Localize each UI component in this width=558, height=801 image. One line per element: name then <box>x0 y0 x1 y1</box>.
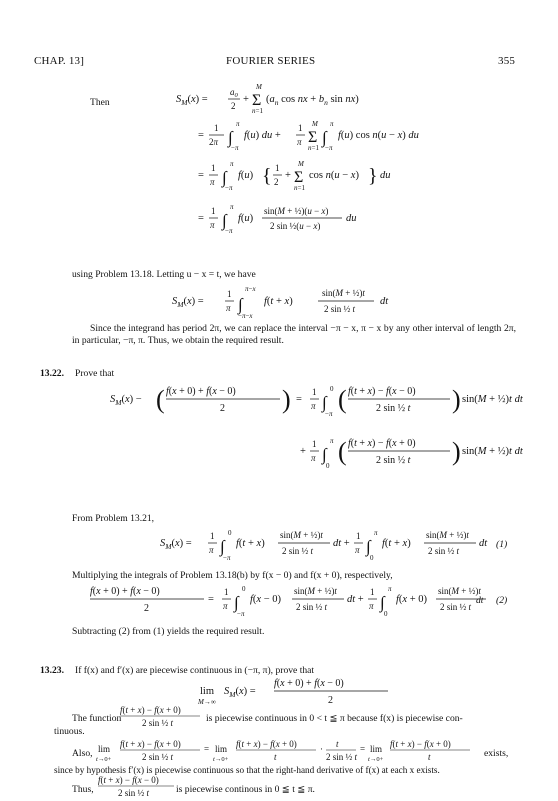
subtracting-text: Subtracting (2) from (1) yields the required result. <box>72 626 265 637</box>
svg-text:π: π <box>369 601 374 611</box>
svg-text:t→0+: t→0+ <box>213 756 229 763</box>
svg-text:1: 1 <box>312 387 317 397</box>
svg-text:n=1: n=1 <box>252 107 263 115</box>
svg-text:1: 1 <box>211 163 216 173</box>
svg-text:1: 1 <box>224 587 229 597</box>
svg-text:2π: 2π <box>209 137 219 147</box>
problem-number-13-23: 13.23. <box>40 665 64 676</box>
svg-text:f(t + x) − f(x − 0): f(t + x) − f(x − 0) <box>98 775 159 785</box>
svg-text:f(x − 0): f(x − 0) <box>250 594 282 605</box>
svg-text:f(t + x) − f(x + 0): f(t + x) − f(x + 0) <box>390 739 451 749</box>
svg-text:∫: ∫ <box>220 537 225 556</box>
svg-text:f(t + x) − f(x + 0): f(t + x) − f(x + 0) <box>120 705 181 715</box>
svg-text:Σ: Σ <box>308 129 318 146</box>
svg-text:2: 2 <box>274 177 279 187</box>
then-label: Then <box>90 97 110 108</box>
svg-text:0: 0 <box>330 385 334 393</box>
svg-text:cos n(u − x): cos n(u − x) <box>309 170 359 181</box>
svg-text:sin(M + ½)t dt: sin(M + ½)t dt <box>462 446 523 457</box>
svg-text:f(u): f(u) <box>238 213 254 224</box>
svg-text:−π: −π <box>225 227 233 235</box>
svg-text:}: } <box>368 165 378 187</box>
svg-text:2 sin ½ t: 2 sin ½ t <box>296 602 328 612</box>
svg-text:π: π <box>311 453 316 463</box>
svg-text:t: t <box>336 739 339 749</box>
svg-text:): ) <box>282 385 291 414</box>
svg-text:t→0+: t→0+ <box>96 756 112 763</box>
thus-text: is piecewise continous in 0 ≦ t ≦ π. <box>176 784 315 795</box>
thus-fraction <box>96 774 176 800</box>
svg-text:π: π <box>210 220 215 230</box>
svg-text:0: 0 <box>242 585 246 593</box>
equation-2 <box>90 580 490 620</box>
svg-text:=: = <box>208 594 214 605</box>
prove-that-equation <box>110 378 530 490</box>
svg-text:lim: lim <box>98 744 111 754</box>
svg-text:=: = <box>198 170 204 181</box>
function-text-c: tinuous. <box>54 726 85 737</box>
svg-text:1: 1 <box>211 206 216 216</box>
problem-number-13-22: 13.22. <box>40 368 64 379</box>
svg-text:π: π <box>236 120 240 128</box>
svg-text:2 sin ½ t: 2 sin ½ t <box>142 752 174 762</box>
function-text-b: is piecewise continuous in 0 < t ≦ π because f(x) is piecewise con- <box>206 713 463 724</box>
svg-text:sin(M + ½)t dt: sin(M + ½)t dt <box>462 394 523 405</box>
svg-text:f(x + 0) + f(x − 0): f(x + 0) + f(x − 0) <box>274 678 344 689</box>
svg-text:f(x + 0) + f(x − 0): f(x + 0) + f(x − 0) <box>90 586 160 597</box>
svg-text:1: 1 <box>210 531 215 541</box>
chapter-label: CHAP. 13] <box>34 55 85 67</box>
svg-text:+: + <box>285 170 291 181</box>
svg-text:{: { <box>262 165 272 187</box>
svg-text:π: π <box>311 401 316 411</box>
svg-text:sin(M + ½)t: sin(M + ½)t <box>294 586 337 596</box>
svg-text:=: = <box>198 130 204 141</box>
svg-text:Σ: Σ <box>294 169 304 186</box>
svg-text:SM(x) −: $S_M(x)$ − <box>110 394 142 407</box>
svg-text:0: 0 <box>384 610 388 618</box>
svg-text:lim: lim <box>215 744 228 754</box>
svg-text:·: · <box>320 744 323 754</box>
equation-label-1: (1) <box>496 539 508 550</box>
svg-text:π: π <box>210 177 215 187</box>
svg-text:): ) <box>452 385 461 414</box>
svg-text:π: π <box>230 203 234 211</box>
svg-text:sin(M + ½)t: sin(M + ½)t <box>426 530 469 540</box>
svg-text:1: 1 <box>356 531 361 541</box>
equation-label-2: (2) <box>496 595 508 606</box>
svg-text:π: π <box>297 137 302 147</box>
svg-text:1: 1 <box>298 123 303 133</box>
svg-text:0: 0 <box>228 529 232 537</box>
svg-text:1: 1 <box>370 587 375 597</box>
svg-text:f(t + x): f(t + x) <box>264 296 293 307</box>
svg-text:sin(M + ½)t: sin(M + ½)t <box>322 288 365 298</box>
svg-text:−π−x: −π−x <box>238 312 253 320</box>
svg-text:M: M <box>256 83 262 91</box>
svg-text:(: ( <box>156 385 165 414</box>
svg-text:2 sin ½ t: 2 sin ½ t <box>428 546 460 556</box>
multiplying-text: Multiplying the integrals of Problem 13.18(b) by f(x − 0) and f(x + 0), respectively, <box>72 570 393 581</box>
svg-text:sin(M + ½)t: sin(M + ½)t <box>438 586 481 596</box>
svg-text:π: π <box>388 585 392 593</box>
svg-text:2 sin ½ t: 2 sin ½ t <box>142 718 174 728</box>
page-number: 355 <box>498 55 516 67</box>
svg-text:=: = <box>198 213 204 224</box>
svg-text:dt: dt <box>380 296 389 307</box>
sm-substitution-equation <box>172 280 472 320</box>
svg-text:1: 1 <box>214 123 219 133</box>
svg-text:2 sin ½ t: 2 sin ½ t <box>118 788 150 798</box>
svg-text:π: π <box>209 545 214 555</box>
svg-text:(: ( <box>338 437 347 466</box>
thus-label: Thus, <box>72 784 94 795</box>
running-title: FOURIER SERIES <box>226 55 316 67</box>
svg-text:f(t + x): f(t + x) <box>382 538 411 549</box>
svg-text:−π: −π <box>325 144 333 152</box>
svg-text:=: = <box>360 744 366 754</box>
svg-text:2 sin ½ t: 2 sin ½ t <box>376 403 411 414</box>
svg-text:M: M <box>298 160 304 168</box>
svg-text:f(x + 0) + f(x − 0): f(x + 0) + f(x − 0) <box>166 386 236 397</box>
svg-text:2 sin ½(u − x): 2 sin ½(u − x) <box>270 221 321 231</box>
since-text: since by hypothesis f′(x) is piecewise continuous so that the right-hand derivative of f(x) at each x exists. <box>54 765 440 775</box>
svg-text:1: 1 <box>312 439 317 449</box>
svg-text:M: M <box>312 120 318 128</box>
svg-text:−π: −π <box>237 610 245 618</box>
svg-text:−π: −π <box>225 184 233 192</box>
svg-text:∫: ∫ <box>228 128 233 147</box>
svg-text:∫: ∫ <box>322 445 327 464</box>
svg-text:(an cos nx + bn sin nx): ($a_n$ cos nx + $b_n$ sin nx) <box>266 94 359 107</box>
svg-text:π: π <box>374 529 378 537</box>
svg-text:2 sin ½ t: 2 sin ½ t <box>282 546 314 556</box>
svg-text:du: du <box>346 213 357 224</box>
svg-text:=: = <box>204 744 210 754</box>
svg-text:0: 0 <box>370 554 374 562</box>
svg-text:−π: −π <box>223 554 231 562</box>
svg-text:+: + <box>243 94 249 105</box>
svg-text:∫: ∫ <box>366 537 371 556</box>
svg-text:n=1: n=1 <box>294 184 305 192</box>
svg-text:f(u): f(u) <box>238 170 254 181</box>
equation-1 <box>160 524 500 564</box>
svg-text:1: 1 <box>275 163 280 173</box>
svg-text:∫: ∫ <box>222 168 227 187</box>
svg-text:π−x: π−x <box>245 285 256 293</box>
svg-text:lim: lim <box>200 686 215 697</box>
svg-text:sin(M + ½)t: sin(M + ½)t <box>280 530 323 540</box>
svg-text:π: π <box>223 601 228 611</box>
svg-text:+: + <box>300 446 306 457</box>
svg-text:∫: ∫ <box>322 393 327 412</box>
prove-that-label: Prove that <box>75 368 115 379</box>
svg-text:0: 0 <box>326 462 330 470</box>
problem-23-statement: If f(x) and f′(x) are piecewise continuous in (−π, π), prove that <box>75 665 315 676</box>
svg-text:π: π <box>330 437 334 445</box>
svg-text:dt +: dt + <box>333 538 350 549</box>
from-problem-text: From Problem 13.21, <box>72 513 155 524</box>
svg-text:2 sin ½ t: 2 sin ½ t <box>326 752 358 762</box>
svg-text:t→0+: t→0+ <box>368 756 384 763</box>
svg-text:f(t + x): f(t + x) <box>236 538 265 549</box>
svg-text:n=1: n=1 <box>308 144 319 152</box>
svg-text:∫: ∫ <box>234 593 239 612</box>
also-label: Also, <box>72 748 93 759</box>
svg-text:Σ: Σ <box>252 92 262 109</box>
svg-text:du: du <box>380 170 391 181</box>
svg-text:−π: −π <box>325 410 333 418</box>
svg-text:SM(x) =: $S_M(x)$ = <box>176 94 208 107</box>
svg-text:=: = <box>296 394 302 405</box>
svg-text:2 sin ½ t: 2 sin ½ t <box>440 602 472 612</box>
svg-text:sin(M + ½)(u − x): sin(M + ½)(u − x) <box>264 206 329 216</box>
svg-text:∫: ∫ <box>238 295 243 314</box>
exists-text: exists, <box>484 748 509 759</box>
svg-text:f(t + x) − f(x + 0): f(t + x) − f(x + 0) <box>120 739 181 749</box>
svg-text:M→∞: M→∞ <box>198 698 216 706</box>
svg-text:∫: ∫ <box>380 593 385 612</box>
function-text-a: The function <box>72 713 122 724</box>
svg-text:2: 2 <box>144 603 149 614</box>
svg-text:1: 1 <box>227 289 232 299</box>
svg-text:π: π <box>330 120 334 128</box>
svg-text:π: π <box>355 545 360 555</box>
svg-text:π: π <box>226 303 231 313</box>
svg-text:lim: lim <box>370 744 383 754</box>
svg-text:dt: dt <box>479 538 488 549</box>
period-paragraph: Since the integrand has period 2π, we can replace the interval −π − x, π − x by any other interval of length 2π, in particular, −π, π. Thus, we obtain the required result. <box>72 323 516 346</box>
svg-text:2: 2 <box>220 403 225 414</box>
svg-text:SM(x) =: $S_M(x)$ = <box>160 538 192 551</box>
svg-text:π: π <box>230 160 234 168</box>
svg-text:SM(x) =: $S_M(x)$ = <box>172 296 204 309</box>
svg-text:a0: $a_0$ <box>230 87 238 99</box>
svg-text:2 sin ½ t: 2 sin ½ t <box>376 455 411 466</box>
svg-text:t: t <box>274 752 277 762</box>
svg-text:(: ( <box>338 385 347 414</box>
svg-text:dt +: dt + <box>347 594 364 605</box>
svg-text:2: 2 <box>231 101 236 111</box>
svg-text:−π: −π <box>231 144 239 152</box>
svg-text:f(t + x) − f(x + 0): f(t + x) − f(x + 0) <box>348 438 416 449</box>
using-problem-text: using Problem 13.18. Letting u − x = t, we have <box>72 269 256 280</box>
svg-text:2 sin ½ t: 2 sin ½ t <box>324 304 356 314</box>
equation-2-dt: dt <box>476 595 484 606</box>
svg-text:f(t + x) − f(x − 0): f(t + x) − f(x − 0) <box>348 386 416 397</box>
fourier-partial-sum-derivation <box>170 80 500 265</box>
svg-text:∫: ∫ <box>222 211 227 230</box>
svg-text:∫: ∫ <box>322 128 327 147</box>
svg-text:2: 2 <box>328 695 333 706</box>
svg-text:f(u) du +: f(u) du + <box>244 130 281 141</box>
svg-text:SM(x) =: $S_M(x)$ = <box>224 686 256 699</box>
svg-text:t: t <box>428 752 431 762</box>
svg-text:f(t + x) − f(x + 0): f(t + x) − f(x + 0) <box>236 739 297 749</box>
svg-text:f(x + 0): f(x + 0) <box>396 594 428 605</box>
limit-equation <box>200 672 400 712</box>
svg-text:f(u) cos n(u − x) du: f(u) cos n(u − x) du <box>338 130 419 141</box>
function-fraction <box>118 704 202 730</box>
svg-text:): ) <box>452 437 461 466</box>
